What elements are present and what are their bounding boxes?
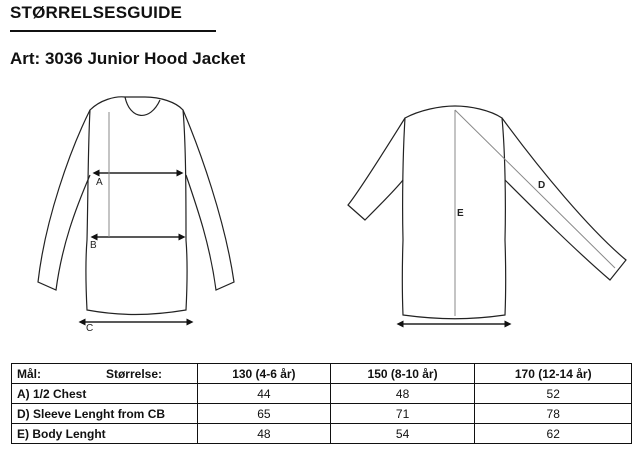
- back-right-sleeve: [502, 118, 626, 280]
- row-label: E) Body Lenght: [12, 424, 198, 444]
- table-cell: 78: [475, 404, 632, 424]
- table-row: [12, 424, 632, 444]
- column-header: 130 (4-6 år): [198, 364, 331, 384]
- table-cell: 54: [330, 424, 475, 444]
- back-body-outline: [402, 106, 506, 319]
- column-header: 170 (12-14 år): [475, 364, 632, 384]
- front-measure-lines: [82, 112, 190, 322]
- size-table: [11, 363, 632, 444]
- table-cell: 62: [475, 424, 632, 444]
- label-e: E: [457, 208, 464, 219]
- table-cell: 71: [330, 404, 475, 424]
- table-cell: 48: [198, 424, 331, 444]
- row-label: A) 1/2 Chest: [12, 384, 198, 404]
- front-body-outline: [86, 97, 187, 315]
- back-left-sleeve: [348, 118, 405, 220]
- back-view: [348, 106, 626, 319]
- table-cell: 65: [198, 404, 331, 424]
- table-cell: 44: [198, 384, 331, 404]
- corner-label-right: Størrelse:: [105, 366, 162, 381]
- front-right-sleeve: [183, 110, 234, 290]
- article-title: Art: 3036 Junior Hood Jacket: [10, 49, 246, 68]
- table-cell: 52: [475, 384, 632, 404]
- table-corner-header: [12, 364, 198, 384]
- label-d: D: [538, 180, 546, 191]
- label-a: A: [96, 177, 103, 188]
- table-row: [12, 384, 632, 404]
- front-neckline: [125, 97, 160, 115]
- measure-line-d: [455, 110, 615, 268]
- table-row: [12, 404, 632, 424]
- table-cell: 48: [330, 384, 475, 404]
- page-title: STØRRELSESGUIDE: [10, 3, 183, 22]
- column-header: 150 (8-10 år): [330, 364, 475, 384]
- table-header-row: [12, 364, 632, 384]
- front-view: [38, 97, 234, 315]
- front-left-sleeve: [38, 110, 90, 290]
- corner-label-left: Mål:: [17, 366, 41, 381]
- label-c: C: [86, 323, 94, 334]
- row-label: D) Sleeve Lenght from CB: [12, 404, 198, 424]
- label-b: B: [90, 240, 97, 251]
